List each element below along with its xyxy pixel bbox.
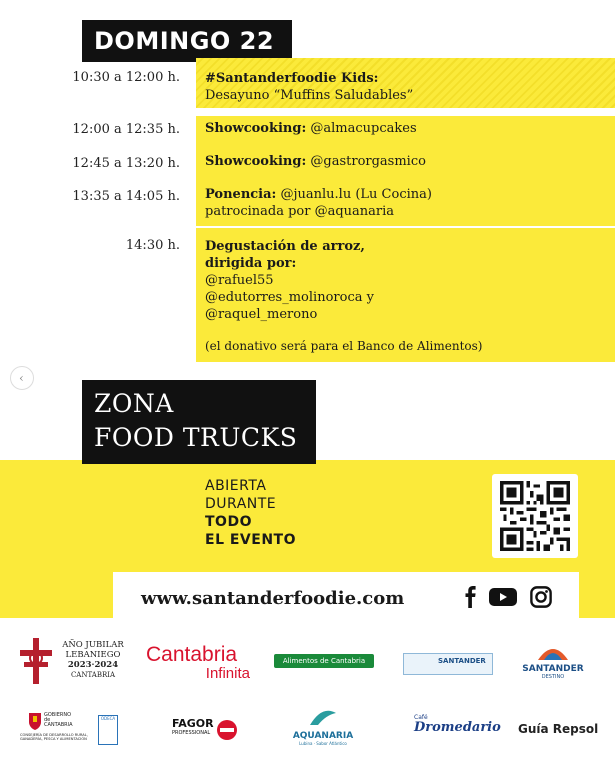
aquanaria-line-2: Lubina · Sabor Atlántico <box>299 741 347 746</box>
dromedario-logo <box>414 714 501 744</box>
instagram-icon[interactable] <box>529 586 553 608</box>
time-2: 12:00 a 12:35 h. <box>72 122 180 137</box>
jubilar-line-2: LEBANIEGO <box>65 650 121 660</box>
santander-destino-line-2: DESTINO <box>541 674 565 680</box>
open-line-2: DURANTE <box>205 496 277 512</box>
item-4-detail: @juanlu.lu (Lu Cocina) <box>276 187 432 202</box>
jubilar-logo <box>16 636 128 688</box>
gobierno-line-4: CONSEJERÍA DE DESARROLLO RURAL, <box>20 733 88 737</box>
item-5-line-2: @edutorres_molinoroca y <box>205 290 374 305</box>
qr-code[interactable] <box>492 474 578 558</box>
santander-destino-line-1: SANTANDER <box>522 664 584 674</box>
fagor-logo <box>172 718 240 742</box>
day-title: DOMINGO 22 <box>82 20 292 62</box>
gobierno-line-1: GOBIERNO <box>44 712 72 718</box>
schedule-item-5 <box>205 238 374 323</box>
facebook-icon[interactable] <box>459 586 483 608</box>
open-line-4: EL EVENTO <box>205 532 296 548</box>
schedule-item-4 <box>205 186 432 220</box>
jubilar-line-3: 2023·2024 <box>67 660 119 670</box>
item-3-title: Showcooking: <box>205 154 307 169</box>
fagor-line-2: PROFESSIONAL <box>172 730 211 736</box>
gobierno-line-3: CANTABRIA <box>44 722 73 728</box>
cantabria-line-2: Infinita <box>205 665 250 682</box>
fish-icon <box>308 709 338 727</box>
carousel-prev-button[interactable] <box>10 366 34 390</box>
schedule-item-1 <box>205 70 413 104</box>
jubilar-line-1: AÑO JUBILAR <box>62 640 124 650</box>
open-line-1: ABIERTA <box>205 478 267 494</box>
time-4: 13:35 a 14:05 h. <box>72 189 180 204</box>
item-5-line-3: @raquel_merono <box>205 307 318 322</box>
schedule-item-2 <box>205 120 417 137</box>
alimentos-cantabria-logo: Alimentos de Cantabria <box>274 654 374 668</box>
fagor-line-1: FAGOR <box>172 717 214 730</box>
jubilar-line-4: CANTABRIA <box>70 671 116 679</box>
santander-destino-icon <box>536 644 570 660</box>
item-5-note: (el donativo será para el Banco de Alimentos) <box>205 339 483 353</box>
coat-of-arms-icon <box>28 712 42 730</box>
cross-emblem-icon <box>16 636 56 686</box>
aquanaria-logo <box>288 709 358 747</box>
food-trucks-title-line-2: FOOD TRUCKS <box>94 423 298 452</box>
item-2-title: Showcooking: <box>205 121 307 136</box>
schedule-item-3 <box>205 153 426 170</box>
time-1: 10:30 a 12:00 h. <box>72 70 180 85</box>
gobierno-cantabria-logo <box>20 712 92 746</box>
gobierno-line-5: GANADERÍA, PESCA Y ALIMENTACIÓN <box>20 737 87 741</box>
santander-ciudad-logo <box>403 653 493 675</box>
santander-destino-logo <box>518 644 588 684</box>
cantabria-line-1: Cantabria <box>146 643 238 666</box>
website-bar <box>113 572 579 620</box>
item-1-detail: Desayuno “Muffins Saludables” <box>205 88 414 103</box>
item-4-title: Ponencia: <box>205 187 277 202</box>
food-trucks-title <box>82 380 316 464</box>
guia-repsol-logo: Guía Repsol <box>518 722 599 736</box>
open-line-3: TODO <box>205 514 252 530</box>
item-4-detail-2: patrocinada por @aquanaria <box>205 204 395 219</box>
santander-ciudad-text: SANTANDER <box>438 657 486 665</box>
item-2-detail: @almacupcakes <box>306 121 417 136</box>
odeca-logo <box>98 715 118 745</box>
odeca-text: ODECA <box>100 716 116 721</box>
time-5: 14:30 h. <box>125 238 180 253</box>
item-5-title: Degustación de arroz, <box>205 239 365 254</box>
cantabria-infinita-logo <box>146 644 250 682</box>
open-hours-text <box>205 477 296 549</box>
item-1-title: #Santanderfoodie Kids: <box>205 71 379 86</box>
item-5-title-2: dirigida por: <box>205 256 297 271</box>
dromedario-line-1: Café <box>414 714 428 721</box>
dromedario-line-2: Dromedario <box>414 720 501 735</box>
qr-code-icon <box>500 481 570 551</box>
item-3-detail: @gastrorgasmico <box>306 154 426 169</box>
gobierno-line-2: de <box>44 717 51 723</box>
chevron-left-icon: ‹ <box>19 371 24 385</box>
food-trucks-title-line-1: ZONA <box>94 389 174 418</box>
website-link[interactable]: www.santanderfoodie.com <box>141 588 405 609</box>
aquanaria-line-1: AQUANARIA <box>292 731 354 741</box>
youtube-icon[interactable] <box>489 586 517 608</box>
fagor-icon <box>216 719 238 741</box>
item-5-line-1: @rafuel55 <box>205 273 274 288</box>
time-3: 12:45 a 13:20 h. <box>72 156 180 171</box>
